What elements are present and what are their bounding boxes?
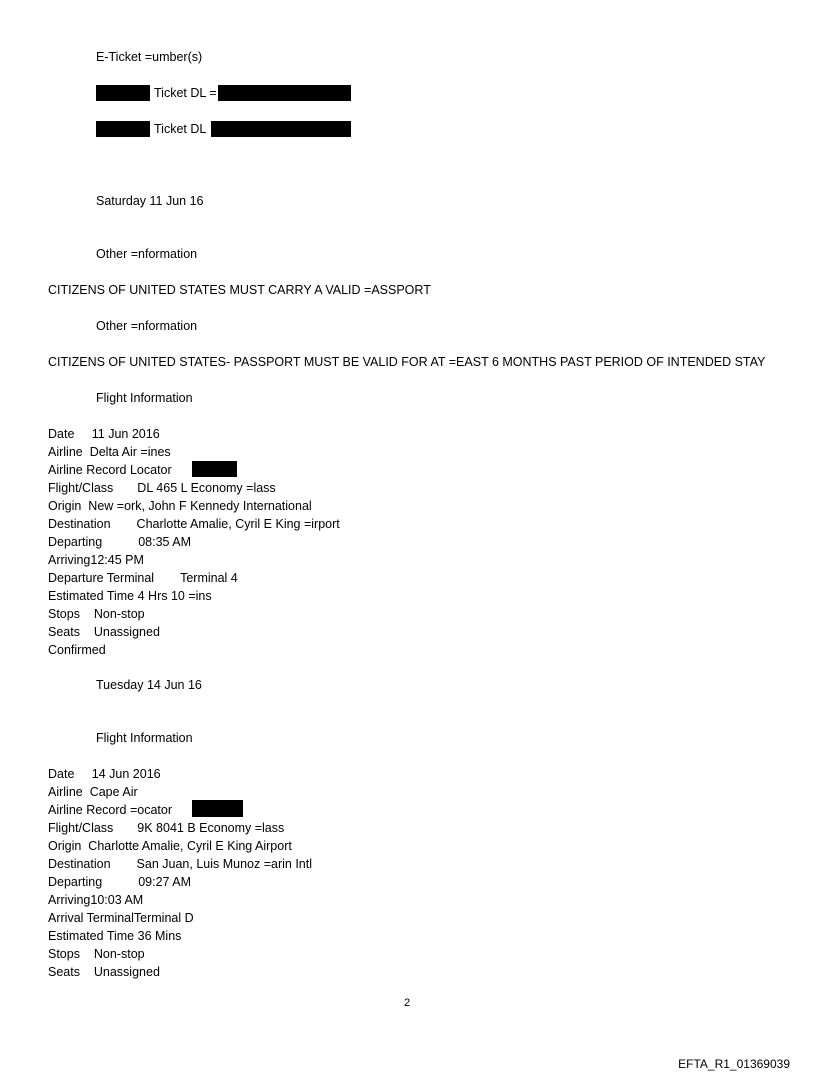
itinerary-date-2: Tuesday 14 Jun 16 bbox=[96, 678, 202, 692]
field-label: Date bbox=[48, 427, 75, 441]
flight-2-destination bbox=[48, 857, 312, 872]
field-value: Terminal D bbox=[133, 911, 194, 925]
field-value: New =ork, John F Kennedy International bbox=[88, 499, 312, 513]
flight-2-stops bbox=[48, 947, 145, 962]
flight-1-estimated-time bbox=[48, 589, 212, 604]
field-value: 14 Jun 2016 bbox=[91, 767, 161, 781]
field-label: Arriving bbox=[48, 553, 91, 567]
flight-2-departing bbox=[48, 875, 191, 890]
field-label: Stops bbox=[48, 947, 80, 961]
redaction-block bbox=[192, 461, 237, 477]
field-value: Cape Air bbox=[89, 785, 138, 799]
eticket-row-2-label: Ticket DL bbox=[154, 122, 207, 136]
field-label: Airline bbox=[48, 445, 83, 459]
flight-1-arriving bbox=[48, 553, 144, 568]
field-value: Charlotte Amalie, Cyril E King Airport bbox=[88, 839, 292, 853]
flight-1-status: Confirmed bbox=[48, 643, 106, 657]
field-value: Charlotte Amalie, Cyril E King =irport bbox=[136, 517, 340, 531]
flight-1-date bbox=[48, 427, 160, 442]
flight-2-heading: Flight Information bbox=[96, 731, 193, 745]
document-id: EFTA_R1_01369039 bbox=[678, 1057, 790, 1071]
field-label: Destination bbox=[48, 517, 111, 531]
field-label: Departing bbox=[48, 875, 103, 889]
field-value: Non-stop bbox=[93, 607, 145, 621]
other-info-heading-2: Other =nformation bbox=[96, 319, 198, 333]
eticket-row-1-label: Ticket DL = bbox=[154, 86, 217, 100]
flight-1-origin bbox=[48, 499, 312, 514]
field-label: Destination bbox=[48, 857, 111, 871]
field-value: Unassigned bbox=[93, 965, 160, 979]
flight-1-class bbox=[48, 481, 276, 496]
flight-2-seats bbox=[48, 965, 160, 980]
flight-1-airline bbox=[48, 445, 171, 460]
flight-2-airline bbox=[48, 785, 138, 800]
flight-1-heading: Flight Information bbox=[96, 391, 193, 405]
flight-1-terminal bbox=[48, 571, 238, 586]
field-value: 36 Mins bbox=[137, 929, 182, 943]
field-label: Arrival Terminal bbox=[48, 911, 134, 925]
field-label: Departure Terminal bbox=[48, 571, 155, 585]
flight-2-date bbox=[48, 767, 161, 782]
redaction-block bbox=[218, 85, 351, 101]
flight-2-arriving bbox=[48, 893, 143, 908]
field-label: Airline Record Locator bbox=[48, 463, 172, 477]
field-label: Estimated Time bbox=[48, 589, 135, 603]
field-label: Flight/Class bbox=[48, 481, 114, 495]
field-value: Unassigned bbox=[93, 625, 160, 639]
field-value: 4 Hrs 10 =ins bbox=[137, 589, 212, 603]
redaction-block bbox=[96, 121, 150, 137]
field-label: Estimated Time bbox=[48, 929, 135, 943]
redaction-block bbox=[96, 85, 150, 101]
flight-1-destination bbox=[48, 517, 340, 532]
flight-2-estimated-time bbox=[48, 929, 181, 944]
field-label: Airline bbox=[48, 785, 83, 799]
field-value: 11 Jun 2016 bbox=[91, 427, 160, 441]
other-info-text-2: CITIZENS OF UNITED STATES- PASSPORT MUST BE VALID FOR AT =EAST 6 MONTHS PAST PERIOD OF INTENDED STAY bbox=[48, 355, 766, 369]
page-number: 2 bbox=[404, 997, 411, 1009]
itinerary-date-1: Saturday 11 Jun 16 bbox=[96, 194, 204, 208]
flight-2-record-locator bbox=[48, 803, 172, 818]
field-label: Stops bbox=[48, 607, 80, 621]
other-info-heading-1: Other =nformation bbox=[96, 247, 198, 261]
field-value: Non-stop bbox=[93, 947, 145, 961]
other-info-text-1: CITIZENS OF UNITED STATES MUST CARRY A VALID =ASSPORT bbox=[48, 283, 431, 297]
field-label: Seats bbox=[48, 965, 80, 979]
field-label: Date bbox=[48, 767, 75, 781]
field-value: 09:27 AM bbox=[138, 875, 192, 889]
field-label: Airline Record =ocator bbox=[48, 803, 173, 817]
field-label: Arriving bbox=[48, 893, 91, 907]
flight-1-stops bbox=[48, 607, 145, 622]
field-label: Departing bbox=[48, 535, 103, 549]
flight-1-departing bbox=[48, 535, 191, 550]
field-value: Terminal 4 bbox=[180, 571, 238, 585]
flight-2-class bbox=[48, 821, 284, 836]
flight-1-record-locator bbox=[48, 463, 172, 478]
field-label: Origin bbox=[48, 839, 82, 853]
field-value: DL 465 L Economy =lass bbox=[137, 481, 276, 495]
flight-2-origin bbox=[48, 839, 292, 854]
field-label: Seats bbox=[48, 625, 80, 639]
flight-1-seats bbox=[48, 625, 160, 640]
field-value: 9K 8041 B Economy =lass bbox=[137, 821, 285, 835]
field-value: 12:45 PM bbox=[90, 553, 144, 567]
field-value: 08:35 AM bbox=[138, 535, 192, 549]
field-value: San Juan, Luis Munoz =arin Intl bbox=[136, 857, 312, 871]
field-label: Flight/Class bbox=[48, 821, 114, 835]
field-value: Delta Air =ines bbox=[89, 445, 171, 459]
redaction-block bbox=[192, 800, 243, 817]
field-label: Origin bbox=[48, 499, 82, 513]
eticket-heading: E-Ticket =umber(s) bbox=[96, 50, 203, 64]
redaction-block bbox=[211, 121, 351, 137]
flight-2-terminal bbox=[48, 911, 194, 926]
field-value: 10:03 AM bbox=[90, 893, 144, 907]
